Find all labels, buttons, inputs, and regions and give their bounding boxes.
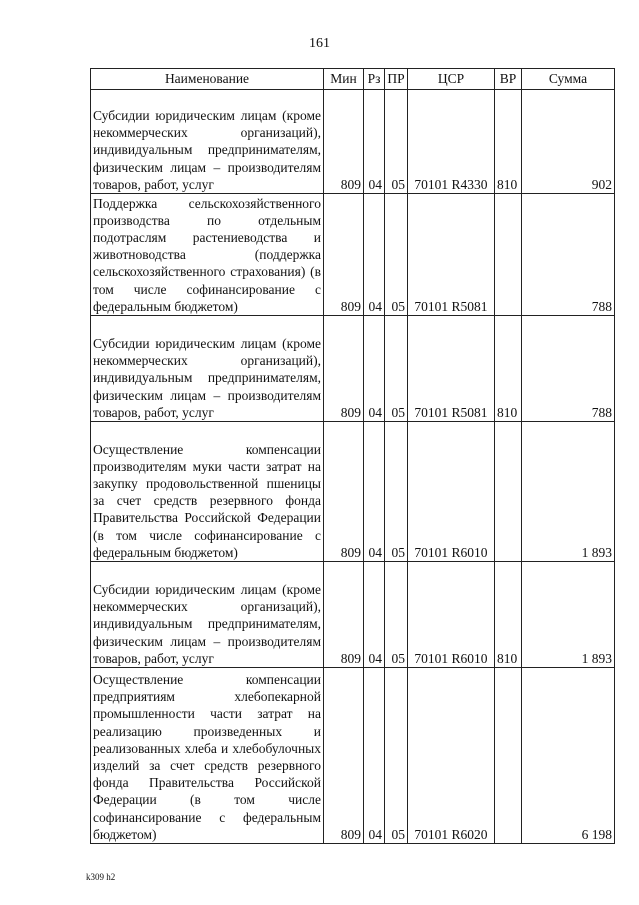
row-csr: 70101 R4330	[408, 90, 495, 194]
row-name: Осуществление компенсации предприятиям хлебопекарной промышленности части затрат на реализацию произведенных и реализованных хлеба и хлебобулочных изделий за счет средств резервного фонда Правительства Российской Федерации (в том числе софинансирование с федеральным бюджетом)	[91, 668, 324, 844]
header-min: Мин	[324, 69, 364, 90]
row-vr	[495, 194, 522, 316]
row-vr	[495, 668, 522, 844]
header-csr: ЦСР	[408, 69, 495, 90]
table-row	[91, 422, 615, 562]
row-sum: 6 198	[522, 668, 615, 844]
row-min: 809	[324, 316, 364, 422]
row-sum: 788	[522, 316, 615, 422]
row-csr: 70101 R6010	[408, 422, 495, 562]
row-name: Поддержка сельскохозяйственного производства по отдельным подотраслям растениеводства и животноводства (поддержка сельскохозяйственного страхования) (в том числе софинансирование с федеральным бюджетом)	[91, 194, 324, 316]
row-csr: 70101 R5081	[408, 316, 495, 422]
row-min: 809	[324, 90, 364, 194]
row-min: 809	[324, 422, 364, 562]
row-rz: 04	[364, 422, 385, 562]
row-sum: 1 893	[522, 562, 615, 668]
row-name: Осуществление компенсации производителям муки части затрат на закупку продовольственной пшеницы за счет средств резервного фонда Правительства Российской Федерации (в том числе софинансирование с федеральным бюджетом)	[91, 422, 324, 562]
row-rz: 04	[364, 562, 385, 668]
row-pr: 05	[385, 194, 408, 316]
row-rz: 04	[364, 90, 385, 194]
row-pr: 05	[385, 316, 408, 422]
row-name: Субсидии юридическим лицам (кроме некоммерческих организаций), индивидуальным предпринимателям, физическим лицам – производителям товаров, работ, услуг	[91, 90, 324, 194]
row-vr: 810	[495, 316, 522, 422]
table-row	[91, 668, 615, 844]
row-pr: 05	[385, 668, 408, 844]
header-vr: ВР	[495, 69, 522, 90]
row-pr: 05	[385, 562, 408, 668]
row-csr: 70101 R5081	[408, 194, 495, 316]
row-pr: 05	[385, 90, 408, 194]
row-rz: 04	[364, 316, 385, 422]
header-rz: Рз	[364, 69, 385, 90]
table-header-row	[91, 69, 615, 90]
row-vr: 810	[495, 562, 522, 668]
header-pr: ПР	[385, 69, 408, 90]
page-number: 161	[309, 36, 330, 51]
table-row	[91, 194, 615, 316]
row-csr: 70101 R6010	[408, 562, 495, 668]
row-vr: 810	[495, 90, 522, 194]
table-row	[91, 316, 615, 422]
row-csr: 70101 R6020	[408, 668, 495, 844]
row-min: 809	[324, 194, 364, 316]
table-row	[91, 562, 615, 668]
row-sum: 788	[522, 194, 615, 316]
header-name: Наименование	[91, 69, 324, 90]
row-min: 809	[324, 562, 364, 668]
footer-document-code: k309 h2	[86, 872, 116, 882]
row-name: Субсидии юридическим лицам (кроме некоммерческих организаций), индивидуальным предпринимателям, физическим лицам – производителям товаров, работ, услуг	[91, 562, 324, 668]
row-pr: 05	[385, 422, 408, 562]
row-min: 809	[324, 668, 364, 844]
row-rz: 04	[364, 668, 385, 844]
row-rz: 04	[364, 194, 385, 316]
table-row	[91, 90, 615, 194]
row-sum: 1 893	[522, 422, 615, 562]
row-sum: 902	[522, 90, 615, 194]
budget-table	[90, 68, 615, 844]
header-sum: Сумма	[522, 69, 615, 90]
row-vr	[495, 422, 522, 562]
row-name: Субсидии юридическим лицам (кроме некоммерческих организаций), индивидуальным предпринимателям, физическим лицам – производителям товаров, работ, услуг	[91, 316, 324, 422]
